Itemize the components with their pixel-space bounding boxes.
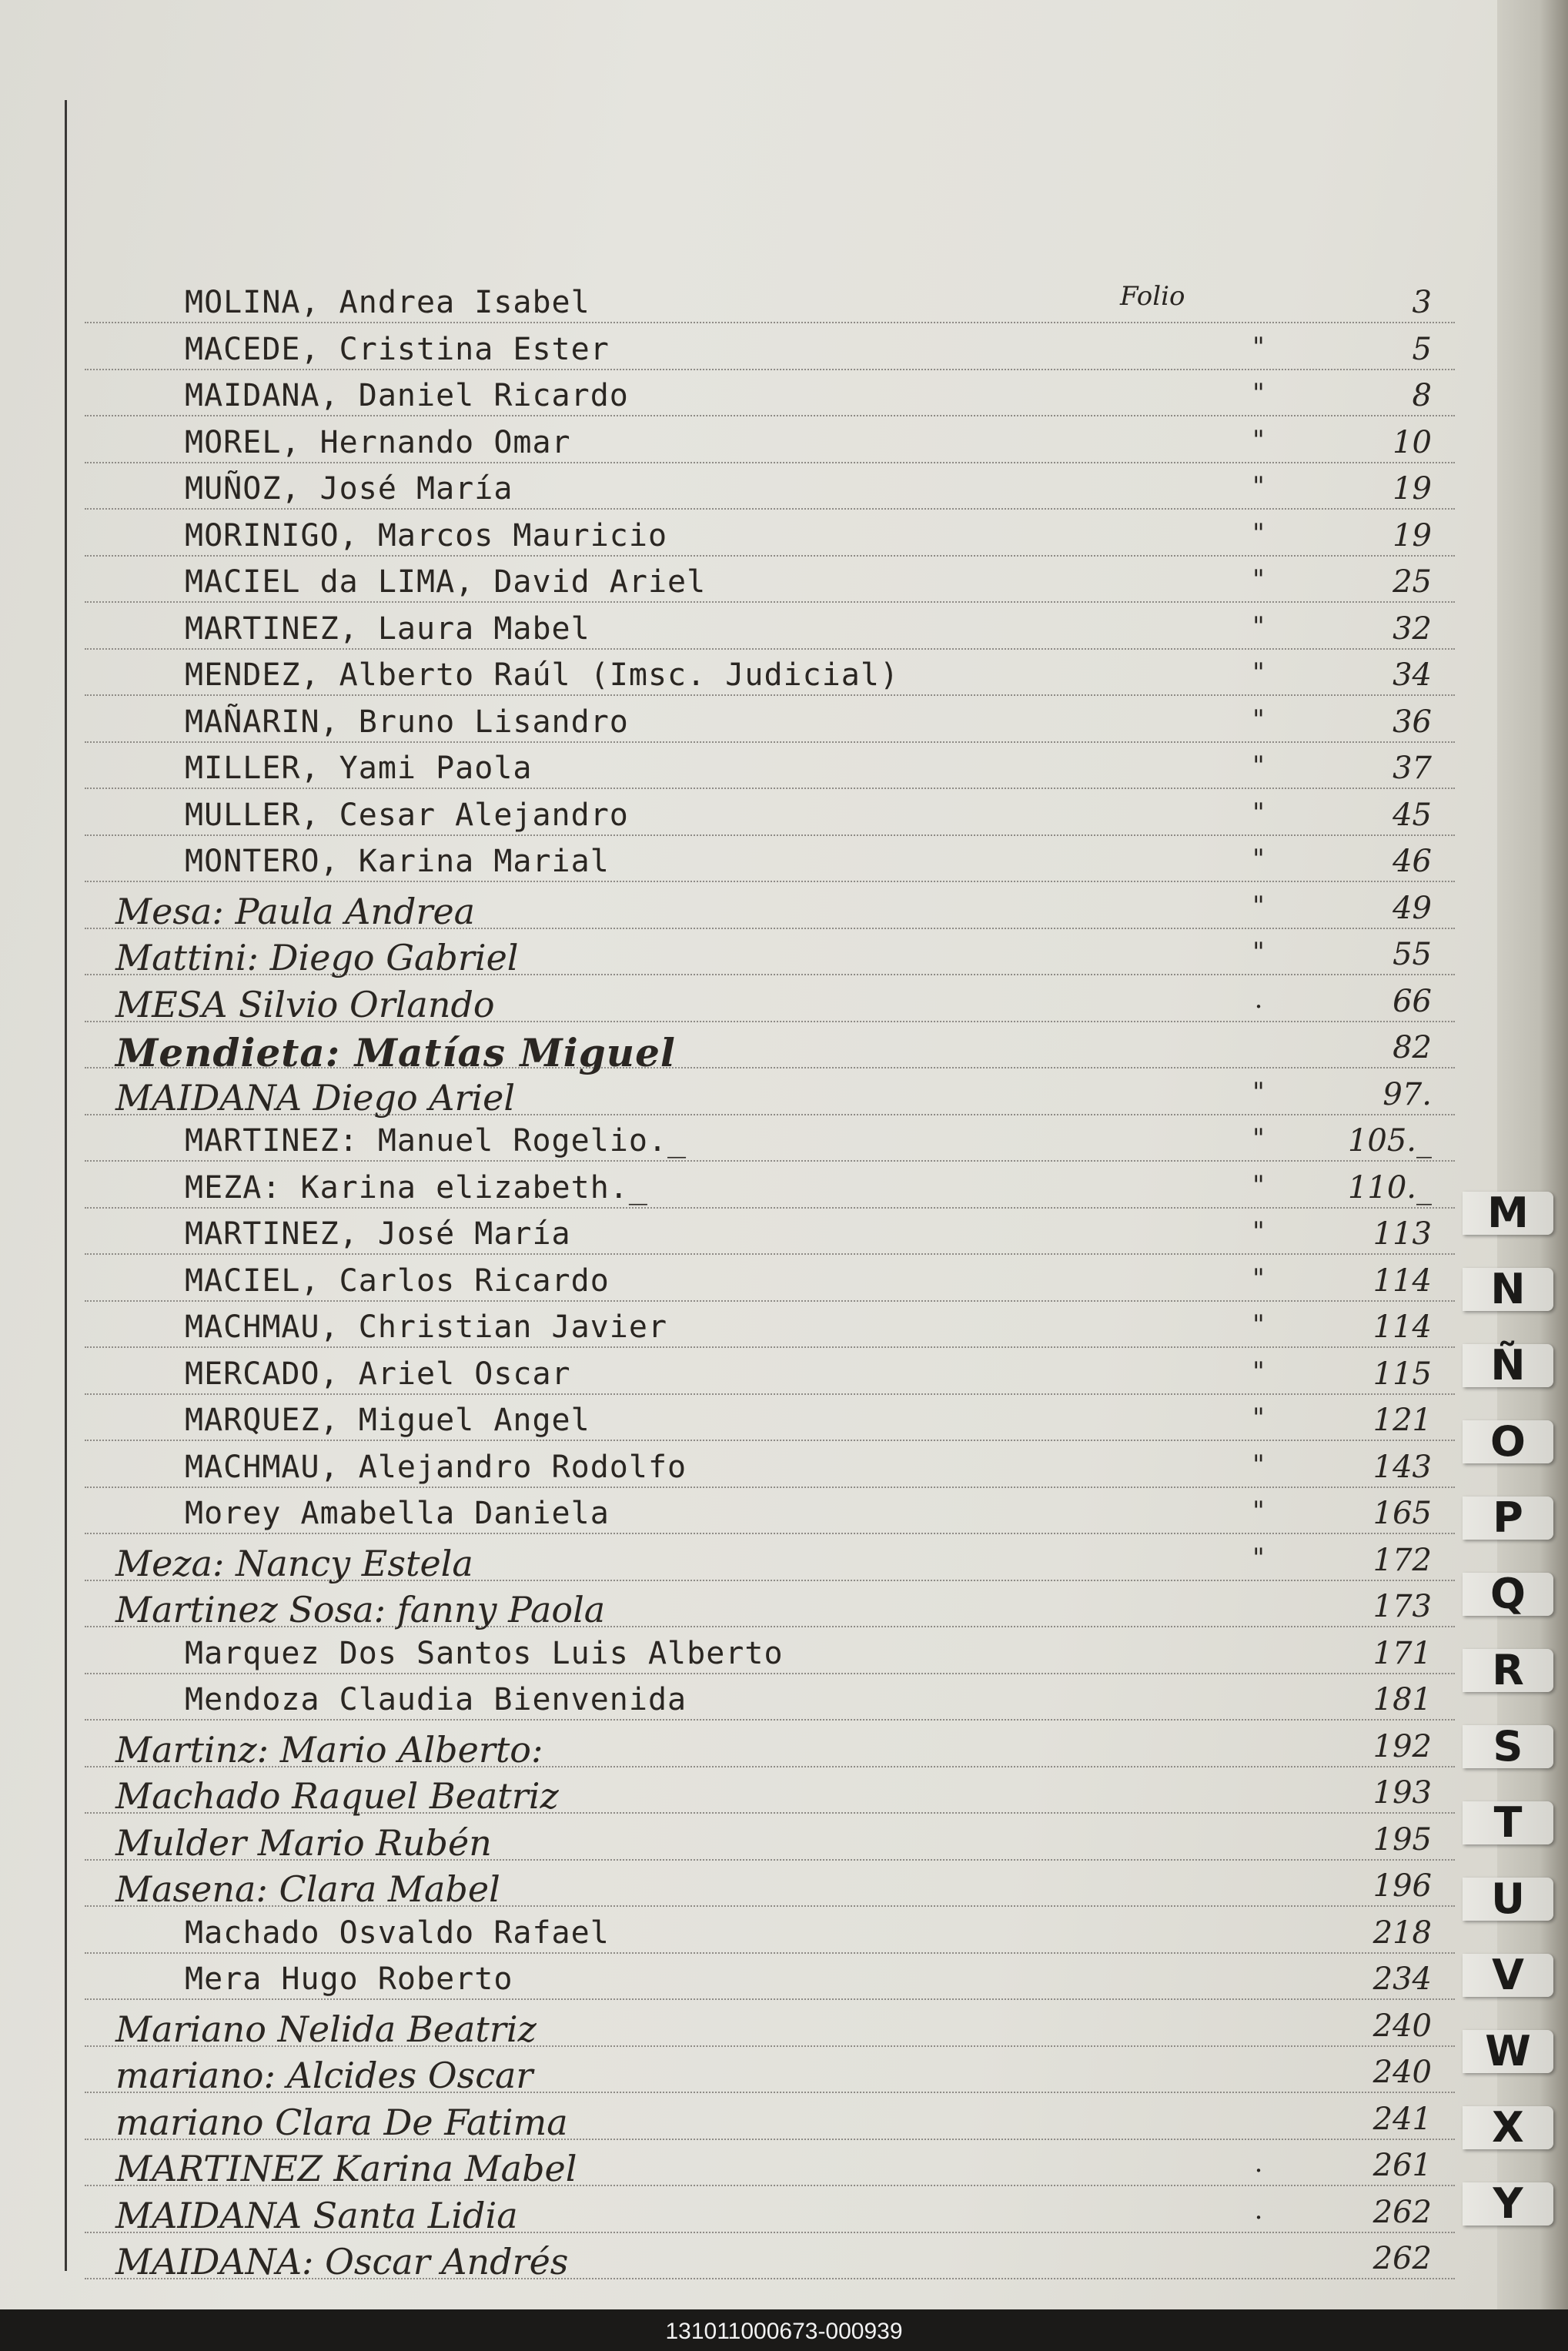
folio-header: Folio xyxy=(1120,281,1185,312)
ditto-mark: " xyxy=(1252,1542,1265,1573)
index-entry xyxy=(0,2241,1497,2284)
entry-name: Mariano Nelida Beatriz xyxy=(115,2008,537,2050)
entry-folio: 195 xyxy=(1372,1821,1432,1858)
index-entry xyxy=(0,564,1497,607)
entry-folio: 19 xyxy=(1392,471,1432,507)
index-tab[interactable]: T xyxy=(1463,1801,1553,1844)
entry-folio: 181 xyxy=(1372,1682,1432,1717)
index-entry xyxy=(0,2055,1497,2098)
entry-name: MAIDANA Santa Lidia xyxy=(115,2194,518,2236)
entry-folio: 25 xyxy=(1392,564,1432,600)
entry-name: MUÑOZ, José María xyxy=(185,471,513,507)
entry-name: Morey Amabella Daniela xyxy=(185,1496,610,1531)
index-tab[interactable]: Y xyxy=(1463,2182,1553,2226)
index-entry xyxy=(0,844,1497,887)
entry-folio: 82 xyxy=(1392,1030,1432,1065)
entry-folio: 66 xyxy=(1392,983,1432,1019)
index-entry xyxy=(0,1216,1497,1259)
index-entry xyxy=(0,1961,1497,2005)
index-entry xyxy=(0,285,1497,328)
index-entry xyxy=(0,2148,1497,2191)
entry-folio: 114 xyxy=(1372,1309,1432,1345)
ditto-mark: . xyxy=(1254,2194,1263,2226)
ditto-mark: . xyxy=(1254,2148,1263,2179)
ditto-mark: " xyxy=(1252,1309,1265,1340)
ditto-mark: " xyxy=(1252,1496,1265,1527)
ditto-mark: " xyxy=(1252,471,1265,502)
entry-name: MACEDE, Cristina Ester xyxy=(185,331,610,367)
index-entry xyxy=(0,1450,1497,1493)
entry-name: MACIEL, Carlos Ricardo xyxy=(185,1262,610,1299)
entry-folio: 49 xyxy=(1392,890,1432,926)
entry-name: Mesa: Paula Andrea xyxy=(115,890,476,932)
index-entry xyxy=(0,518,1497,561)
index-tab[interactable]: V xyxy=(1463,1954,1553,1997)
entry-folio: 262 xyxy=(1372,2194,1432,2230)
index-entry xyxy=(0,1403,1497,1446)
entry-name: Martinz: Mario Alberto: xyxy=(115,1728,543,1771)
entry-folio: 37 xyxy=(1392,751,1432,786)
entry-name: MOLINA, Andrea Isabel xyxy=(185,285,590,320)
entry-name: Mulder Mario Rubén xyxy=(115,1821,492,1864)
entry-name: Martinez Sosa: fanny Paola xyxy=(115,1589,606,1630)
index-entry xyxy=(0,1077,1497,1120)
entry-folio: 240 xyxy=(1372,2055,1432,2090)
entry-name: MACHMAU, Alejandro Rodolfo xyxy=(185,1449,687,1485)
entry-name: Mendoza Claudia Bienvenida xyxy=(185,1682,687,1717)
entry-folio: 115 xyxy=(1372,1356,1432,1392)
ditto-mark: " xyxy=(1252,937,1265,968)
index-entry xyxy=(0,937,1497,980)
entry-name: MAÑARIN, Bruno Lisandro xyxy=(185,704,629,740)
index-entry xyxy=(0,2195,1497,2238)
ditto-mark: " xyxy=(1252,1356,1265,1387)
index-entry xyxy=(0,378,1497,421)
index-tab[interactable]: S xyxy=(1463,1725,1553,1768)
entry-folio: 262 xyxy=(1372,2241,1432,2276)
entry-folio: 45 xyxy=(1392,797,1432,833)
ditto-mark: " xyxy=(1252,610,1265,642)
document-id: 131011000673-000939 xyxy=(665,2319,903,2344)
entry-name: Mendieta: Matías Miguel xyxy=(115,1030,676,1075)
entry-name: MARTINEZ, José María xyxy=(185,1216,571,1252)
entry-name: Marquez Dos Santos Luis Alberto xyxy=(185,1635,784,1671)
index-entry xyxy=(0,1729,1497,1772)
index-entry xyxy=(0,1170,1497,1213)
entry-name: MOREL, Hernando Omar xyxy=(185,424,571,460)
ditto-mark: " xyxy=(1252,331,1265,363)
entry-folio: 55 xyxy=(1392,937,1432,972)
index-entry xyxy=(0,425,1497,468)
entry-folio: 261 xyxy=(1372,2148,1432,2183)
ditto-mark: " xyxy=(1252,424,1265,456)
entry-folio: 218 xyxy=(1372,1915,1432,1951)
ditto-mark: " xyxy=(1252,1216,1265,1247)
entry-folio: 173 xyxy=(1372,1589,1432,1624)
ditto-mark: " xyxy=(1252,890,1265,921)
entry-name: MARTINEZ: Manuel Rogelio._ xyxy=(185,1123,687,1159)
entry-name: mariano Clara De Fatima xyxy=(115,2101,568,2143)
entry-name: MARQUEZ, Miguel Angel xyxy=(185,1403,590,1438)
entry-name: MORINIGO, Marcos Mauricio xyxy=(185,517,668,553)
entry-folio: 46 xyxy=(1392,844,1432,879)
entry-name: MACHMAU, Christian Javier xyxy=(185,1309,668,1345)
entry-name: Mera Hugo Roberto xyxy=(185,1961,513,1997)
ditto-mark: " xyxy=(1252,1449,1265,1480)
ditto-mark: " xyxy=(1252,797,1265,828)
entry-folio: 172 xyxy=(1372,1542,1432,1578)
index-entry xyxy=(0,704,1497,747)
index-entry xyxy=(0,798,1497,841)
index-entry xyxy=(0,332,1497,375)
entry-name: MACIEL da LIMA, David Ariel xyxy=(185,564,707,600)
ditto-mark: " xyxy=(1252,704,1265,735)
index-entry xyxy=(0,1822,1497,1865)
entry-folio: 97. xyxy=(1382,1076,1432,1112)
index-tab[interactable]: X xyxy=(1463,2106,1553,2149)
ditto-mark: " xyxy=(1252,378,1265,409)
entry-folio: 8 xyxy=(1412,378,1432,413)
index-tab[interactable]: W xyxy=(1463,2030,1553,2073)
footer-bar xyxy=(0,2309,1568,2351)
ditto-mark: " xyxy=(1252,564,1265,595)
index-tab[interactable]: M xyxy=(1463,1192,1553,1235)
index-entry xyxy=(0,1589,1497,1632)
index-entry xyxy=(0,1775,1497,1818)
entry-name: MULLER, Cesar Alejandro xyxy=(185,797,629,833)
index-entry xyxy=(0,1496,1497,1539)
index-tab[interactable]: Ñ xyxy=(1463,1344,1553,1387)
entry-folio: 193 xyxy=(1372,1775,1432,1811)
entry-folio: 5 xyxy=(1412,331,1432,367)
ditto-mark: " xyxy=(1252,517,1265,549)
entry-name: Meza: Nancy Estela xyxy=(115,1542,473,1584)
entry-folio: 196 xyxy=(1372,1868,1432,1904)
index-entry xyxy=(0,1543,1497,1586)
index-entry xyxy=(0,1030,1497,1073)
index-entry xyxy=(0,1309,1497,1353)
entry-folio: 143 xyxy=(1372,1449,1432,1485)
entry-name: Machado Osvaldo Rafael xyxy=(185,1915,610,1951)
index-entry xyxy=(0,751,1497,794)
entry-folio: 121 xyxy=(1372,1403,1432,1438)
entry-name: Mattini: Diego Gabriel xyxy=(115,937,519,978)
ditto-mark: " xyxy=(1252,1403,1265,1433)
entry-name: Machado Raquel Beatriz xyxy=(115,1775,559,1817)
index-entry xyxy=(0,984,1497,1027)
index-entry xyxy=(0,1263,1497,1306)
ditto-mark: " xyxy=(1252,657,1265,688)
ditto-mark: . xyxy=(1254,983,1263,1015)
entry-folio: 3 xyxy=(1412,285,1432,320)
entry-folio: 36 xyxy=(1392,704,1432,740)
entry-folio: 113 xyxy=(1372,1216,1432,1252)
index-tab[interactable]: R xyxy=(1463,1649,1553,1692)
ditto-mark: " xyxy=(1252,1123,1265,1154)
ditto-mark: " xyxy=(1252,1262,1265,1294)
entry-folio: 192 xyxy=(1372,1728,1432,1764)
ditto-mark: " xyxy=(1252,1076,1265,1108)
entry-folio: 105._ xyxy=(1347,1123,1432,1159)
index-entry xyxy=(0,2102,1497,2145)
index-entry xyxy=(0,611,1497,654)
entry-folio: 19 xyxy=(1392,517,1432,553)
entry-name: MAIDANA: Oscar Andrés xyxy=(115,2241,569,2282)
entry-name: MERCADO, Ariel Oscar xyxy=(185,1356,571,1392)
ditto-mark: " xyxy=(1252,844,1265,875)
entry-name: MAIDANA Diego Ariel xyxy=(115,1076,516,1119)
index-tab[interactable]: N xyxy=(1463,1268,1553,1311)
ditto-mark: " xyxy=(1252,1169,1265,1201)
entry-folio: 114 xyxy=(1372,1262,1432,1299)
entry-folio: 34 xyxy=(1392,657,1432,693)
entry-folio: 241 xyxy=(1372,2101,1432,2137)
entry-name: MEZA: Karina elizabeth._ xyxy=(185,1169,648,1206)
entry-name: Masena: Clara Mabel xyxy=(115,1868,500,1910)
entry-folio: 171 xyxy=(1372,1635,1432,1671)
index-entry xyxy=(0,1356,1497,1400)
ditto-mark: " xyxy=(1252,751,1265,781)
entry-folio: 165 xyxy=(1372,1496,1432,1531)
index-entry xyxy=(0,657,1497,701)
entry-folio: 10 xyxy=(1392,424,1432,460)
entry-name: MILLER, Yami Paola xyxy=(185,751,533,786)
index-tab[interactable]: Q xyxy=(1463,1573,1553,1616)
index-entry xyxy=(0,2008,1497,2052)
entry-name: mariano: Alcides Oscar xyxy=(115,2055,533,2096)
entry-name: MARTINEZ Karina Mabel xyxy=(115,2148,577,2189)
index-entry xyxy=(0,1915,1497,1958)
entry-folio: 234 xyxy=(1372,1961,1432,1997)
index-tab[interactable]: P xyxy=(1463,1497,1553,1540)
entry-name: MENDEZ, Alberto Raúl (Imsc. Judicial) xyxy=(185,657,900,693)
index-entry xyxy=(0,891,1497,934)
index-entry xyxy=(0,1868,1497,1911)
entry-name: MESA Silvio Orlando xyxy=(115,983,495,1025)
entry-name: MONTERO, Karina Marial xyxy=(185,844,610,879)
entry-name: MARTINEZ, Laura Mabel xyxy=(185,610,590,647)
index-entry xyxy=(0,471,1497,514)
index-entry xyxy=(0,1682,1497,1725)
entry-folio: 32 xyxy=(1392,610,1432,647)
index-entry xyxy=(0,1123,1497,1166)
entry-name: MAIDANA, Daniel Ricardo xyxy=(185,378,629,413)
entry-folio: 240 xyxy=(1372,2008,1432,2044)
index-entry xyxy=(0,1636,1497,1679)
index-tab[interactable]: O xyxy=(1463,1420,1553,1463)
entry-folio: 110._ xyxy=(1347,1169,1432,1206)
alphabet-tabs xyxy=(1463,1189,1553,2269)
index-tab[interactable]: U xyxy=(1463,1878,1553,1921)
